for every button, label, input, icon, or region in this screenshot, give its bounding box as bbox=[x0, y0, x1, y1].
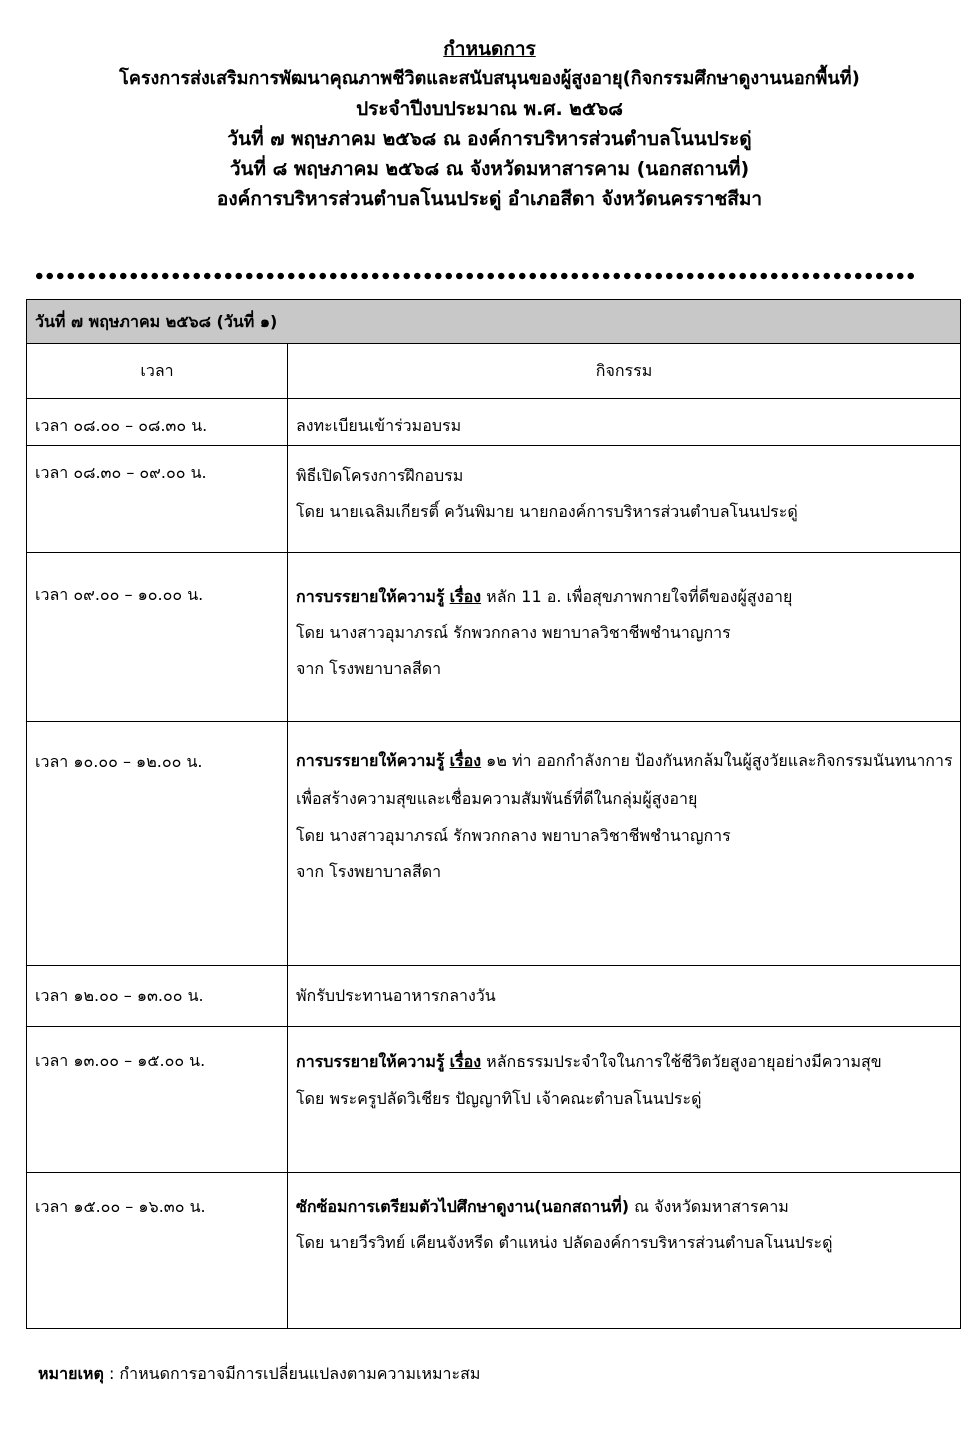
lecture-label: การบรรยายให้ความรู้ bbox=[296, 587, 445, 606]
activity-presenter: โดย พระครูปลัดวิเชียร ปัญญาทิโป เจ้าคณะตำบลโนนประดู่ bbox=[296, 1089, 702, 1108]
table-row bbox=[27, 1173, 961, 1329]
topic-label: เรื่อง bbox=[449, 587, 482, 606]
column-header-activity: กิจกรรม bbox=[288, 344, 961, 399]
activity-lecture bbox=[296, 579, 954, 615]
activity-presenter: โดย นางสาวอุมาภรณ์ รักพวกกลาง พยาบาลวิชาชีพชำนาญการ bbox=[296, 826, 731, 845]
lecture-topic: หลักธรรมประจำใจในการใช้ชีวิตวัยสูงอายุอย่างมีความสุข bbox=[481, 1052, 882, 1071]
project-name: โครงการส่งเสริมการพัฒนาคุณภาพชีวิตและสนับสนุนของผู้สูงอายุ(กิจกรรมศึกษาดูงานนอกพื้นที่) bbox=[119, 68, 860, 89]
topic-label: เรื่อง bbox=[449, 751, 482, 770]
activity-text: ลงทะเบียนเข้าร่วมอบรม bbox=[296, 416, 462, 435]
table-row bbox=[27, 1027, 961, 1173]
row-activity bbox=[288, 446, 961, 553]
day-header: วันที่ ๗ พฤษภาคม ๒๕๖๘ (วันที่ ๑) bbox=[27, 300, 961, 344]
row-activity bbox=[288, 966, 961, 1027]
dotted-divider bbox=[34, 272, 916, 280]
row-time: เวลา ๑๐.๐๐ – ๑๒.๐๐ น. bbox=[27, 722, 288, 966]
row-time: เวลา ๐๘.๓๐ – ๐๙.๐๐ น. bbox=[27, 446, 288, 553]
row-time: เวลา ๑๒.๐๐ – ๑๓.๐๐ น. bbox=[27, 966, 288, 1027]
table-row bbox=[27, 399, 961, 446]
activity-lecture bbox=[296, 742, 954, 818]
footnote-label: หมายเหตุ bbox=[38, 1364, 104, 1383]
row-time: เวลา ๐๙.๐๐ – ๑๐.๐๐ น. bbox=[27, 553, 288, 722]
row-time: เวลา ๐๘.๐๐ – ๐๘.๓๐ น. bbox=[27, 399, 288, 446]
activity-source: จาก โรงพยาบาลสีดา bbox=[296, 862, 442, 881]
footnote bbox=[38, 1362, 480, 1387]
row-activity bbox=[288, 553, 961, 722]
row-activity bbox=[288, 399, 961, 446]
column-header-time: เวลา bbox=[27, 344, 288, 399]
lecture-label: การบรรยายให้ความรู้ bbox=[296, 1052, 445, 1071]
table-row bbox=[27, 722, 961, 966]
day-header-row bbox=[27, 300, 961, 344]
activity-presenter: โดย นายวีรวิทย์ เคียนจังหรีด ตำแหน่ง ปลัดองค์การบริหารส่วนตำบลโนนประดู่ bbox=[296, 1233, 833, 1252]
activity-text: พักรับประทานอาหารกลางวัน bbox=[296, 986, 496, 1005]
row-activity bbox=[288, 722, 961, 966]
document-header bbox=[0, 34, 979, 214]
lecture-label: การบรรยายให้ความรู้ bbox=[296, 751, 445, 770]
rehearsal-label: ซักซ้อมการเตรียมตัวไปศึกษาดูงาน(นอกสถานที่) bbox=[296, 1197, 630, 1216]
document-title: กำหนดการ bbox=[443, 38, 536, 60]
activity-rehearsal bbox=[296, 1189, 954, 1225]
column-header-row bbox=[27, 344, 961, 399]
footnote-text: กำหนดการอาจมีการเปลี่ยนแปลงตามความเหมาะสม bbox=[119, 1364, 481, 1383]
lecture-topic: ๑๒ ท่า ออกกำลังกาย ป้องกันหกล้มในผู้สูงวัยและกิจกรรมนันทนาการ เพื่อสร้างความสุขและเชื่อมความสัมพันธ์ที่ดีในกลุ่มผู้สูงอายุ bbox=[296, 751, 953, 808]
lecture-topic: หลัก 11 อ. เพื่อสุขภาพกายใจที่ดีของผู้สูงอายุ bbox=[481, 587, 793, 606]
row-time: เวลา ๑๕.๐๐ – ๑๖.๓๐ น. bbox=[27, 1173, 288, 1329]
row-time: เวลา ๑๓.๐๐ – ๑๕.๐๐ น. bbox=[27, 1027, 288, 1173]
topic-label: เรื่อง bbox=[449, 1052, 482, 1071]
activity-lecture bbox=[296, 1043, 954, 1081]
activity-text: พิธีเปิดโครงการฝึกอบรม bbox=[296, 466, 464, 485]
event-date-2: วันที่ ๘ พฤษภาคม ๒๕๖๘ ณ จังหวัดมหาสารคาม (นอกสถานที่) bbox=[229, 158, 750, 180]
event-date-1: วันที่ ๗ พฤษภาคม ๒๕๖๘ ณ องค์การบริหารส่วนตำบลโนนประดู่ bbox=[227, 128, 752, 150]
table-row bbox=[27, 446, 961, 553]
rehearsal-location: ณ จังหวัดมหาสารคาม bbox=[629, 1197, 789, 1216]
organization-line: องค์การบริหารส่วนตำบลโนนประดู่ อำเภอสีดา จังหวัดนครราชสีมา bbox=[216, 188, 763, 210]
activity-presenter: โดย นางสาวอุมาภรณ์ รักพวกกลาง พยาบาลวิชาชีพชำนาญการ bbox=[296, 623, 731, 642]
footnote-separator: : bbox=[103, 1364, 120, 1383]
activity-presenter: โดย นายเฉลิมเกียรติ์ ควันพิมาย นายกองค์การบริหารส่วนตำบลโนนประดู่ bbox=[296, 502, 798, 521]
row-activity bbox=[288, 1173, 961, 1329]
row-activity bbox=[288, 1027, 961, 1173]
table-row bbox=[27, 966, 961, 1027]
fiscal-year: ประจำปีงบประมาณ พ.ศ. ๒๕๖๘ bbox=[356, 98, 623, 120]
table-row bbox=[27, 553, 961, 722]
schedule-table bbox=[26, 299, 961, 1329]
activity-source: จาก โรงพยาบาลสีดา bbox=[296, 659, 442, 678]
